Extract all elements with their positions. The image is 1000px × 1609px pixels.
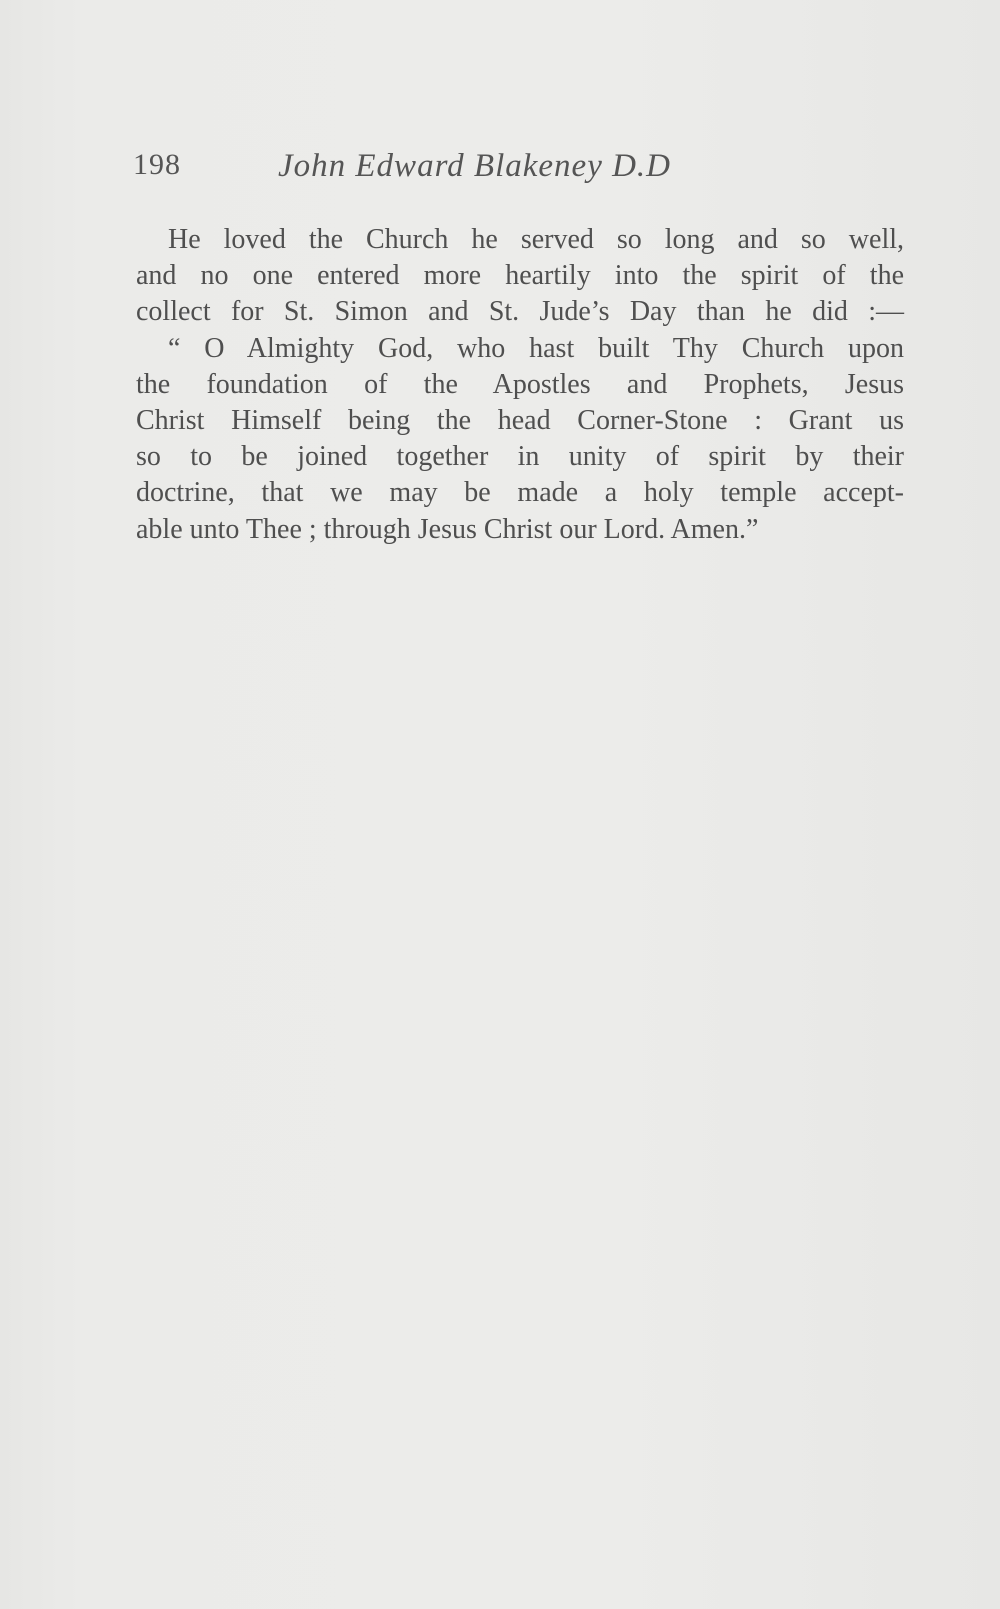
text-line: able unto Thee ; through Jesus Christ our Lord. Amen.” [136, 513, 759, 545]
text-line: collect for St. Simon and St. Jude’s Day than he did :— [136, 296, 904, 328]
body-text [136, 222, 904, 548]
page-number: 198 [133, 148, 181, 181]
text-line: He loved the Church he served so long and so well, [168, 224, 904, 255]
text-line: doctrine, that we may be made a holy temple accept- [136, 477, 904, 509]
page-header [133, 148, 913, 198]
text-line: Christ Himself being the head Corner-Stone : Grant us [136, 404, 904, 436]
text-line: the foundation of the Apostles and Prophets, Jesus [136, 368, 904, 400]
text-line: so to be joined together in unity of spirit by their [136, 441, 904, 473]
text-line: “ O Almighty God, who hast built Thy Church upon [168, 332, 904, 364]
running-head: John Edward Blakeney D.D [278, 148, 672, 184]
text-line: and no one entered more heartily into the spirit of the [136, 260, 904, 292]
